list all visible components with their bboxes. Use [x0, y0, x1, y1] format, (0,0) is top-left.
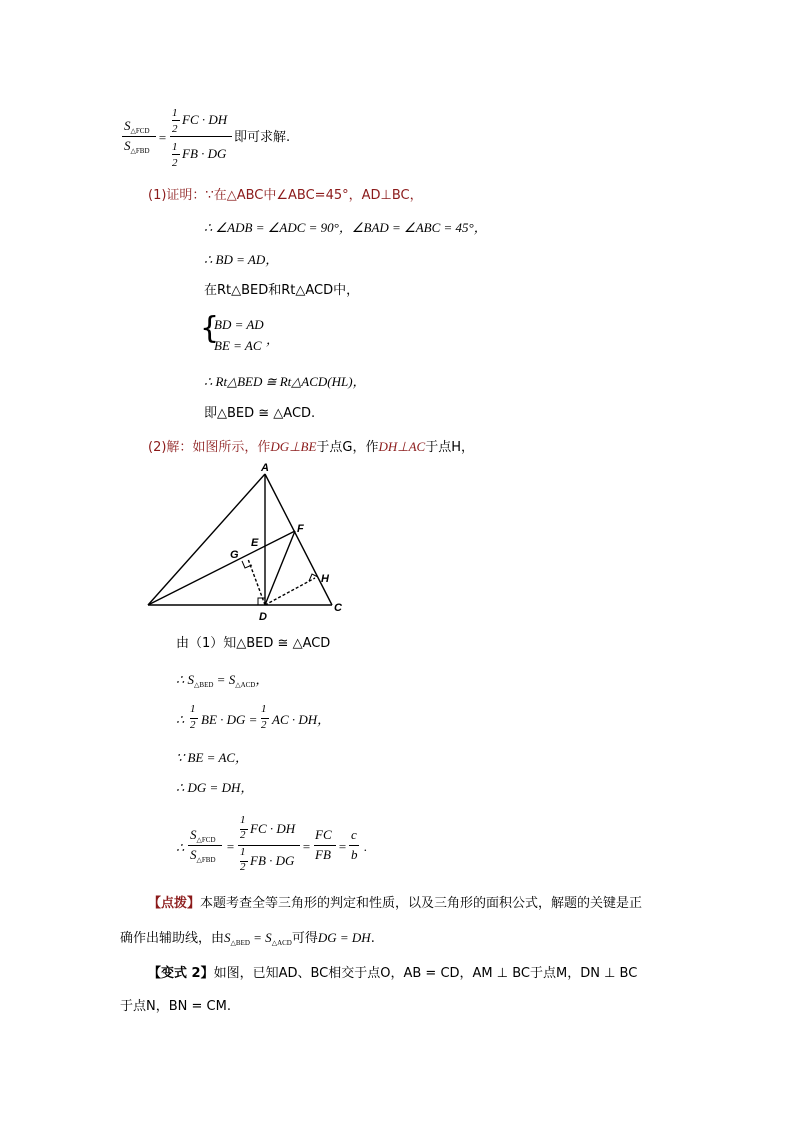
part2-line6-therefore: ∴ [176, 840, 185, 855]
part2-line3-therefore: ∴ [176, 712, 185, 727]
part2-line1: 由（1）知△BED ≅ △ACD [176, 636, 331, 651]
geometry-figure [140, 458, 360, 628]
part1-line2: ∴ ∠ADB = ∠ADC = 90°，∠BAD = ∠ABC = 45°， [204, 220, 487, 235]
final-area-ratio: $S_{\triangle FCD}$ $S_{\triangle FBD}$ [188, 827, 228, 867]
area-expression-fraction: 1 2 FC · DH 1 2 FB · DG [170, 104, 234, 164]
fc-fb-fraction: FC FB [314, 827, 338, 867]
area-ratio-fraction: $S_{\triangle FCD}$ $S_{\triangle FBD}$ [122, 118, 162, 158]
part2-line5: ∴ DG = DH， [176, 780, 254, 795]
part1-heading: (1)证明：∵在△ABC中∠ABC=45°，AD⊥BC， [148, 188, 423, 203]
system-brace: { [200, 311, 220, 346]
final-expr-fraction: 1 2 FC · DH 1 2 FB · DG [238, 814, 302, 874]
half-2: 1 2 [261, 703, 271, 737]
system-eq2: BE = AC [214, 338, 262, 353]
system-eq1: BD = AD [214, 317, 264, 332]
label-H: H [321, 573, 329, 585]
half-1: 1 2 [190, 703, 200, 737]
part2-line2: ∴ $S_{\triangle BED} = S_{\triangle ACD}$， [176, 672, 269, 689]
part2-line3-mid: BE · DG = [201, 712, 258, 727]
equals-sign: = [158, 130, 167, 145]
label-E: E [251, 537, 259, 549]
part1-line3: ∴ BD = AD， [204, 252, 279, 267]
part2-line4: ∵ BE = AC， [176, 750, 249, 765]
label-G: G [230, 549, 239, 561]
system-comma: ， [266, 332, 280, 347]
part1-line4: 在Rt△BED和Rt△ACD中， [204, 283, 360, 298]
label-A: A [261, 462, 269, 474]
label-D: D [259, 611, 267, 623]
tip-line1: 【点拨】本题考查全等三角形的判定和性质，以及三角形的面积公式，解题的关键是正 [148, 896, 643, 911]
part2-heading: (2)解：如图所示，作DG⊥BE于点G，作DH⊥AC于点H， [148, 439, 474, 455]
final-period: . [364, 839, 368, 854]
variant-tag: 【变式 2】 [148, 966, 214, 981]
part1-line5: ∴ Rt△BED ≅ Rt△ACD(HL)， [204, 374, 366, 389]
part1-line6: 即△BED ≅ △ACD. [204, 406, 316, 421]
final-eq-3: = [338, 839, 347, 854]
variant-line2: 于点N，BN = CM. [120, 999, 231, 1014]
label-C: C [334, 602, 342, 614]
tip-tag: 【点拨】 [148, 896, 201, 911]
tip-line2: 确作出辅助线，由$S_{\triangle BED} = S_{\triangle ACD}$可得DG = DH. [120, 930, 375, 947]
variant-line1: 【变式 2】如图，已知AD、BC相交于点O，AB = CD，AM ⊥ BC于点M，DN ⊥ BC [148, 966, 638, 981]
part2-line3-end: AC · DH， [272, 712, 331, 727]
final-eq-2: = [302, 839, 311, 854]
label-F: F [297, 523, 304, 535]
final-eq-1: = [226, 839, 235, 854]
solve-note: 即可求解. [234, 130, 291, 145]
c-b-fraction: c b [351, 827, 358, 862]
